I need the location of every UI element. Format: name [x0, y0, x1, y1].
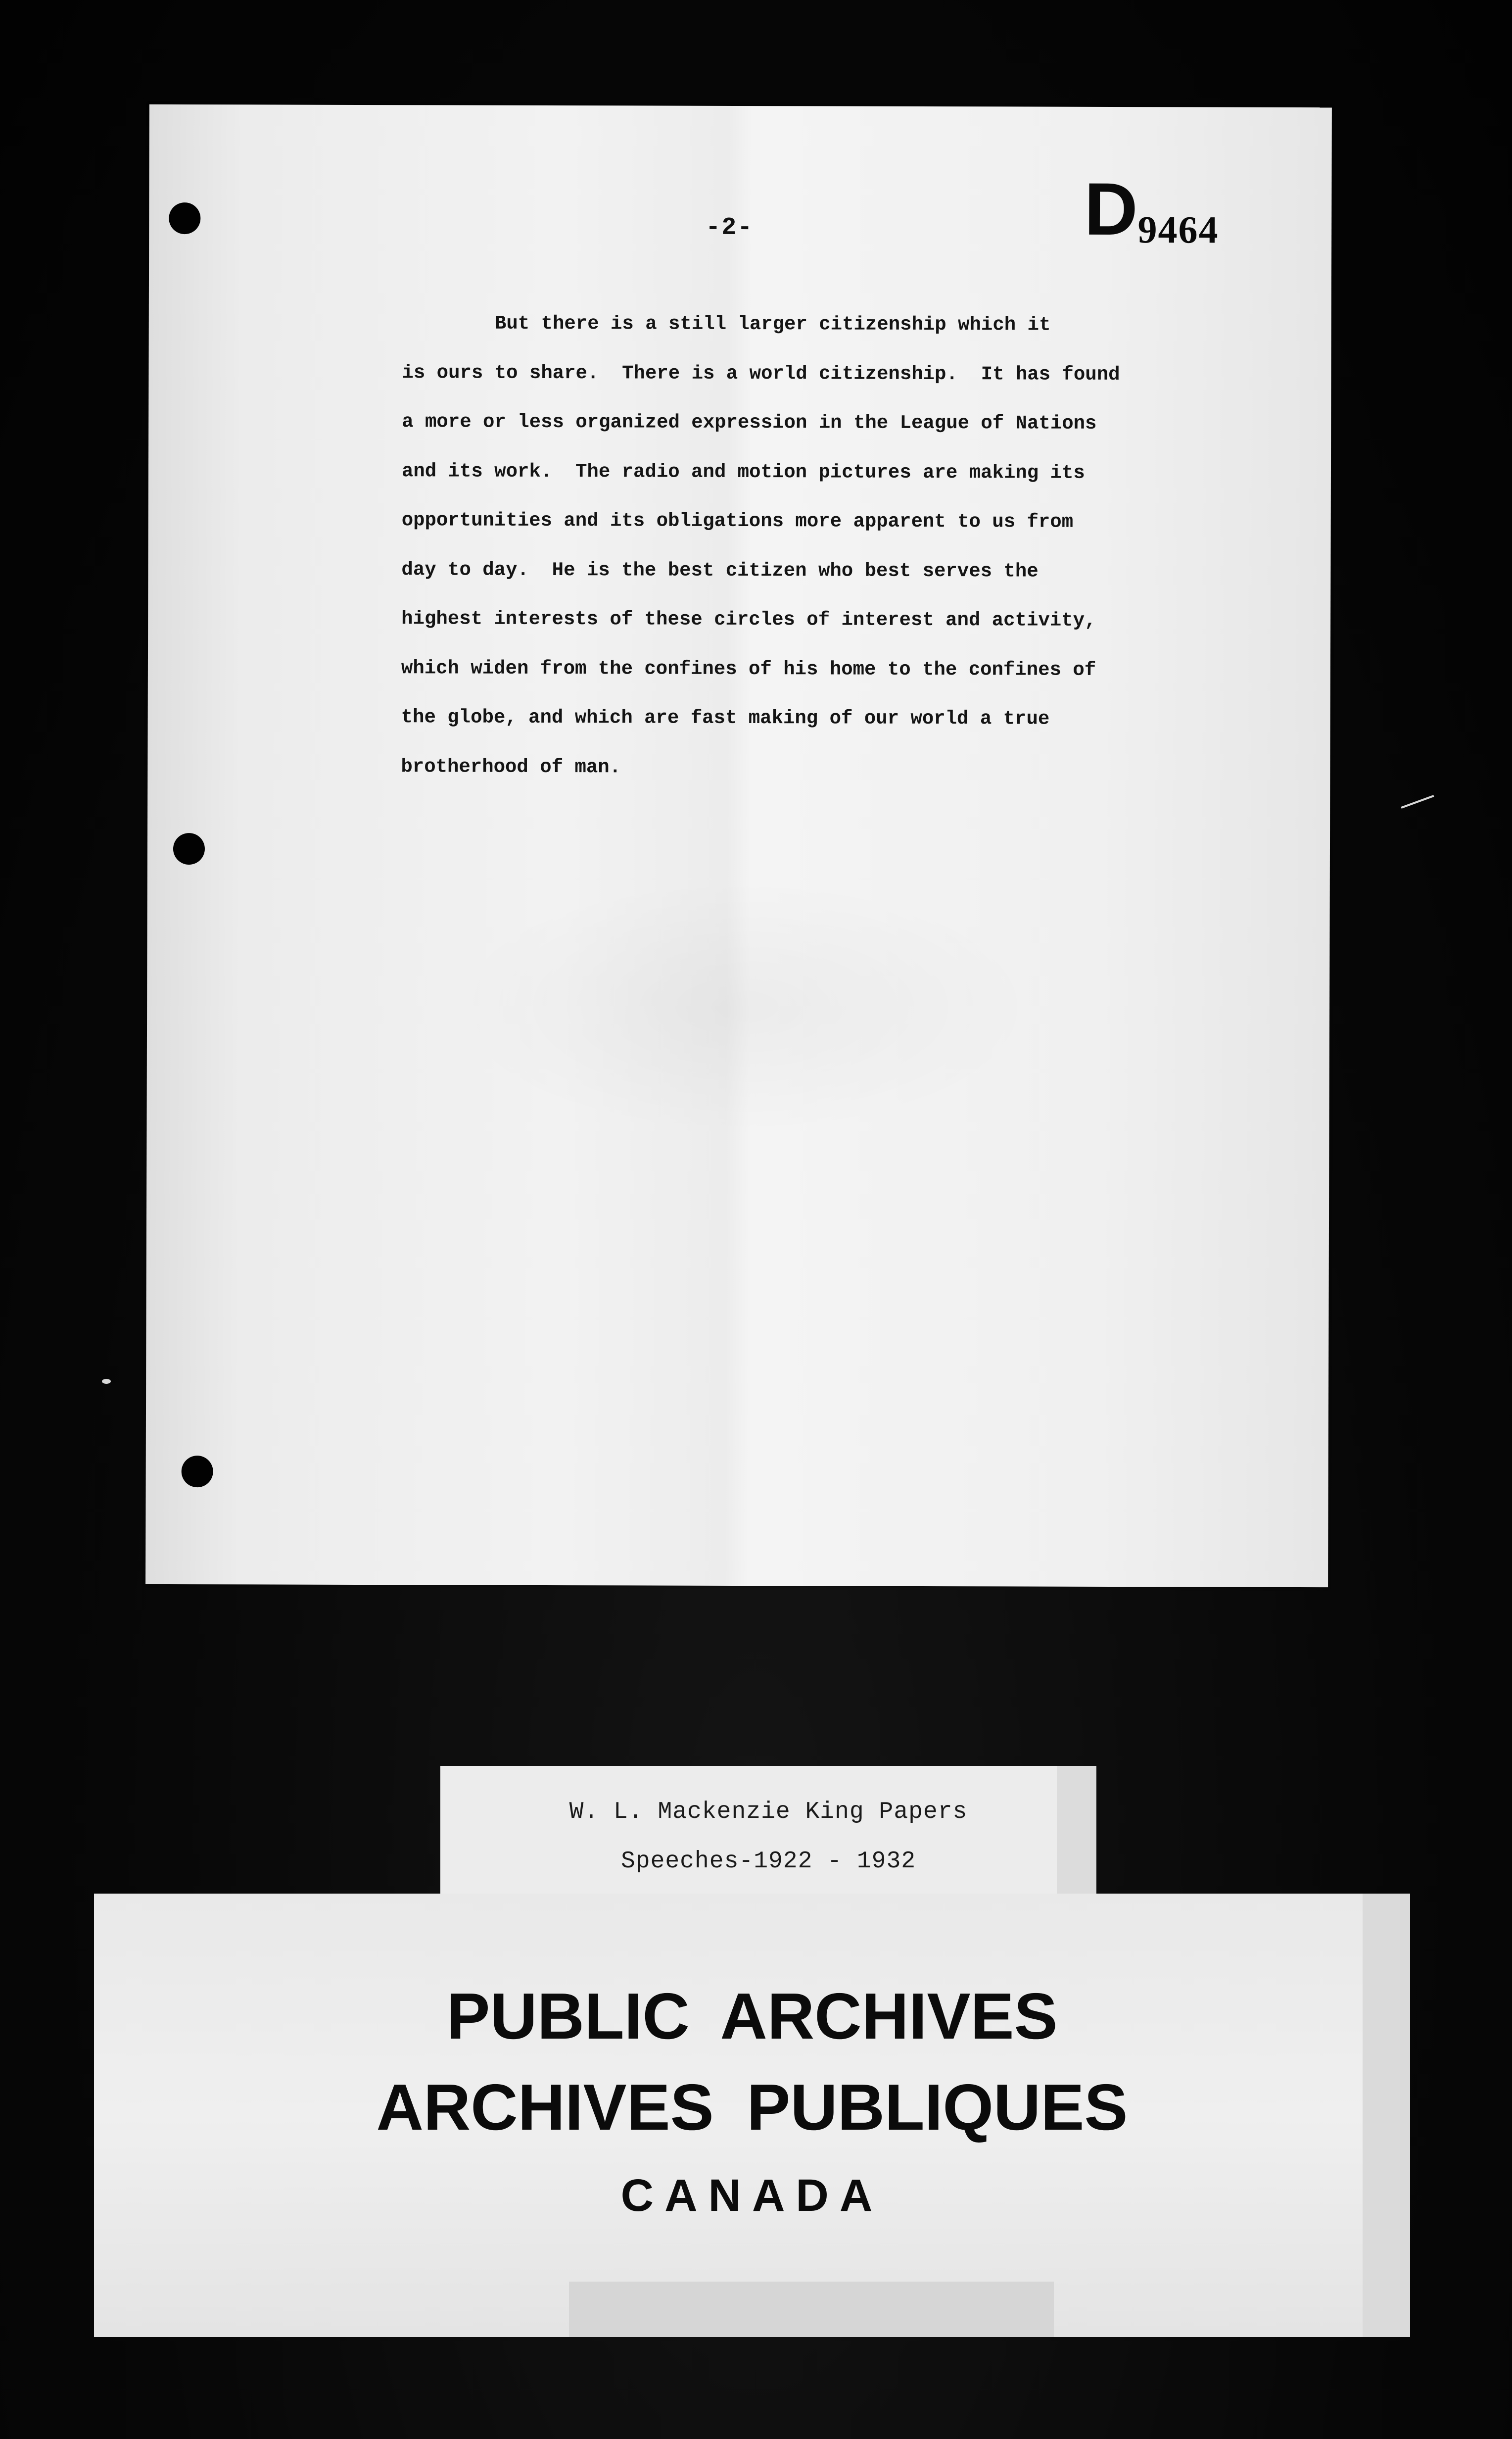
text-line: day to day. He is the best citizen who best serves the [401, 558, 1039, 583]
show-through-shadow [443, 877, 1038, 1136]
document-stamp [1084, 166, 1219, 252]
dust-speck [102, 1379, 111, 1384]
speech-paragraph [401, 299, 1204, 793]
text-line: But there is a still larger citizenship which it [402, 312, 1051, 336]
text-line: is ours to share. There is a world citizenship. It has found [402, 361, 1120, 386]
page-number: -2- [706, 213, 754, 243]
archives-country: CANADA [620, 2170, 884, 2221]
text-line: the globe, and which are fast making of our world a true [401, 706, 1050, 730]
archives-card [94, 1894, 1410, 2337]
collection-series: Speeches-1922 - 1932 [620, 1848, 916, 1875]
stamp-letter: D [1084, 167, 1138, 251]
text-line: which widen from the confines of his home to the confines of [401, 657, 1096, 681]
text-line: a more or less organized expression in the League of Nations [402, 411, 1097, 435]
punch-hole-top [169, 202, 200, 234]
label-edge [1057, 1766, 1096, 1909]
archives-french: ARCHIVES PUBLIQUES [376, 2071, 1128, 2144]
text-line: highest interests of these circles of interest and activity, [401, 608, 1096, 632]
stamp-number: 9464 [1137, 208, 1219, 251]
archives-english: PUBLIC ARCHIVES [446, 1980, 1058, 2052]
collection-title: W. L. Mackenzie King Papers [569, 1799, 968, 1825]
text-line: opportunities and its obligations more apparent to us from [401, 509, 1074, 533]
text-line: brotherhood of man. [401, 755, 621, 778]
text-line: and its work. The radio and motion pictures are making its [401, 460, 1085, 484]
typed-page [145, 104, 1332, 1587]
card-tab [569, 2282, 1054, 2337]
punch-hole-bottom [182, 1456, 213, 1487]
collection-label [440, 1766, 1096, 1909]
punch-hole-middle [173, 833, 205, 865]
